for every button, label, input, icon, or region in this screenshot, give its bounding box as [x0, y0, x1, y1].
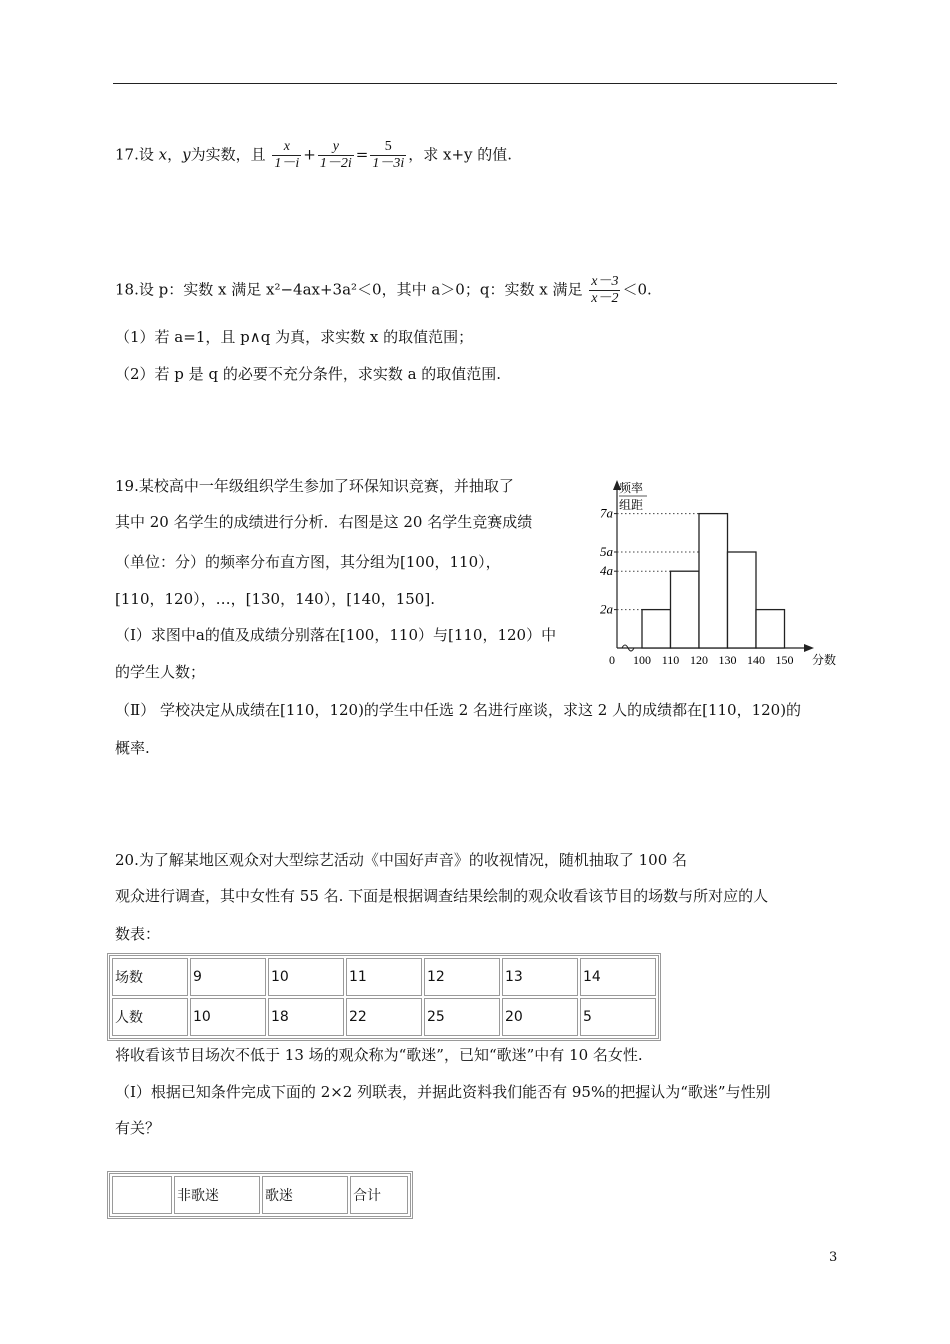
- q17-fraction-1: [272, 139, 301, 172]
- viewing-count-table: [107, 953, 661, 1041]
- q18-fraction: [589, 274, 620, 307]
- q17-ask: ，求 x+y 的值.: [408, 145, 513, 164]
- table-cell: [112, 1176, 172, 1214]
- q20-line-1: 20.为了解某地区观众对大型综艺活动《中国好声音》的收视情况，随机抽取了 100 名: [115, 851, 688, 869]
- q18-f-num: x－3: [591, 274, 619, 289]
- table-cell: 5: [580, 998, 656, 1036]
- q18-part-1: （1）若 a=1，且 p∧q 为真，求实数 x 的取值范围；: [115, 328, 474, 346]
- q19-line-8: 概率.: [115, 739, 150, 757]
- q18-lead: 18.设 p：实数 x 满足 x²−4ax+3a²＜0，其中 a＞0；q：实数 x 满足: [115, 280, 583, 299]
- page-number: 3: [829, 1250, 838, 1265]
- question-18: [115, 274, 652, 307]
- histogram-bar: [756, 610, 785, 648]
- x-tick-label: 120: [690, 653, 708, 667]
- q19-line-3: （单位：分）的频率分布直方图，其分组为[100，110），: [115, 553, 501, 571]
- q17-plus: +: [303, 145, 316, 164]
- q17-comma: ，: [167, 145, 183, 164]
- q19-line-5: （Ⅰ）求图中a的值及成绩分别落在[100，110）与[110，120）中: [115, 626, 557, 644]
- x-tick-label: 110: [661, 653, 680, 667]
- q17-f3-den: 1－3i: [372, 156, 405, 171]
- q20-after-table: 将收看该节目场次不低于 13 场的观众称为“歌迷”，已知“歌迷”中有 10 名女性.: [115, 1046, 643, 1064]
- x-tick-label: 130: [718, 653, 737, 667]
- histogram-bar: [642, 610, 671, 648]
- frequency-histogram: [590, 470, 840, 675]
- x-tick-label: 100: [633, 653, 651, 667]
- histogram-bar: [699, 514, 728, 648]
- y-axis-label-top: 频率: [619, 481, 644, 495]
- q20-part-1b: 有关？: [115, 1119, 161, 1137]
- q17-var-y: y: [182, 145, 191, 164]
- table-cell: 18: [268, 998, 344, 1036]
- q20-line-3: 数表：: [115, 925, 161, 943]
- table-cell: 13: [502, 958, 578, 996]
- x-axis-label: 分数: [812, 653, 837, 667]
- histogram-bar: [671, 571, 700, 648]
- header-rule: [113, 83, 837, 84]
- q18-tail: ＜0.: [622, 280, 652, 299]
- x-axis-arrow: [804, 644, 814, 652]
- table-cell: 20: [502, 998, 578, 1036]
- table-cell: 12: [424, 958, 500, 996]
- y-tick-label: 7a: [600, 505, 613, 521]
- table-cell: 9: [190, 958, 266, 996]
- table-cell: 人数: [112, 998, 188, 1036]
- q17-fraction-2: [318, 139, 354, 172]
- q17-f3-num: 5: [384, 139, 392, 154]
- q17-f2-num: y: [332, 139, 339, 154]
- y-tick-label: 4a: [600, 563, 613, 579]
- table-row: [112, 958, 656, 996]
- table-row: [112, 1176, 408, 1214]
- q17-fraction-3: [370, 139, 406, 172]
- table-row: [112, 998, 656, 1036]
- q17-equals: =: [355, 145, 369, 164]
- table-cell: 合计: [350, 1176, 408, 1214]
- q19-line-4: [110，120），…，[130，140），[140，150].: [115, 590, 435, 608]
- table-cell: 22: [346, 998, 422, 1036]
- table-cell: 14: [580, 958, 656, 996]
- q17-prefix: 17.设: [115, 145, 159, 164]
- table-cell: 25: [424, 998, 500, 1036]
- q17-f1-den: 1－i: [274, 156, 300, 171]
- contingency-table: [107, 1171, 413, 1219]
- q18-f-den: x－2: [591, 291, 619, 306]
- table-cell: 场数: [112, 958, 188, 996]
- y-tick-label: 5a: [600, 544, 613, 559]
- x-tick-label: 140: [747, 653, 765, 667]
- table-cell: 10: [190, 998, 266, 1036]
- q19-line-1: 19.某校高中一年级组织学生参加了环保知识竞赛，并抽取了: [115, 477, 514, 495]
- q17-mid: 为实数，且: [190, 145, 266, 164]
- q18-part-2: （2）若 p 是 q 的必要不充分条件，求实数 a 的取值范围.: [115, 365, 502, 383]
- question-17: [115, 139, 512, 172]
- q17-var-x: x: [158, 145, 168, 164]
- x-origin-label: 0: [609, 653, 615, 667]
- q20-line-2: 观众进行调查，其中女性有 55 名. 下面是根据调查结果绘制的观众收看该节目的场数与所对应的人: [115, 887, 769, 905]
- y-tick-label: 2a: [600, 601, 613, 617]
- table-cell: 11: [346, 958, 422, 996]
- y-axis-label-bottom: 组距: [619, 498, 644, 512]
- x-tick-label: 150: [775, 653, 794, 667]
- q19-line-6: 的学生人数；: [115, 663, 206, 681]
- table-cell: 10: [268, 958, 344, 996]
- q17-f1-num: x: [283, 139, 290, 154]
- q19-line-7: （Ⅱ） 学校决定从成绩在[110，120)的学生中任选 2 名进行座谈，求这 2 人的成绩都在[110，120)的: [115, 701, 802, 719]
- histogram-bar: [728, 552, 757, 648]
- q19-line-2: 其中 20 名学生的成绩进行分析．右图是这 20 名学生竞赛成绩: [115, 513, 533, 531]
- table-cell: 歌迷: [262, 1176, 348, 1214]
- table-cell: 非歌迷: [174, 1176, 260, 1214]
- q17-f2-den: 1－2i: [319, 156, 352, 171]
- q20-part-1a: （Ⅰ）根据已知条件完成下面的 2×2 列联表，并据此资料我们能否有 95%的把握认为“歌迷”与性别: [115, 1083, 771, 1101]
